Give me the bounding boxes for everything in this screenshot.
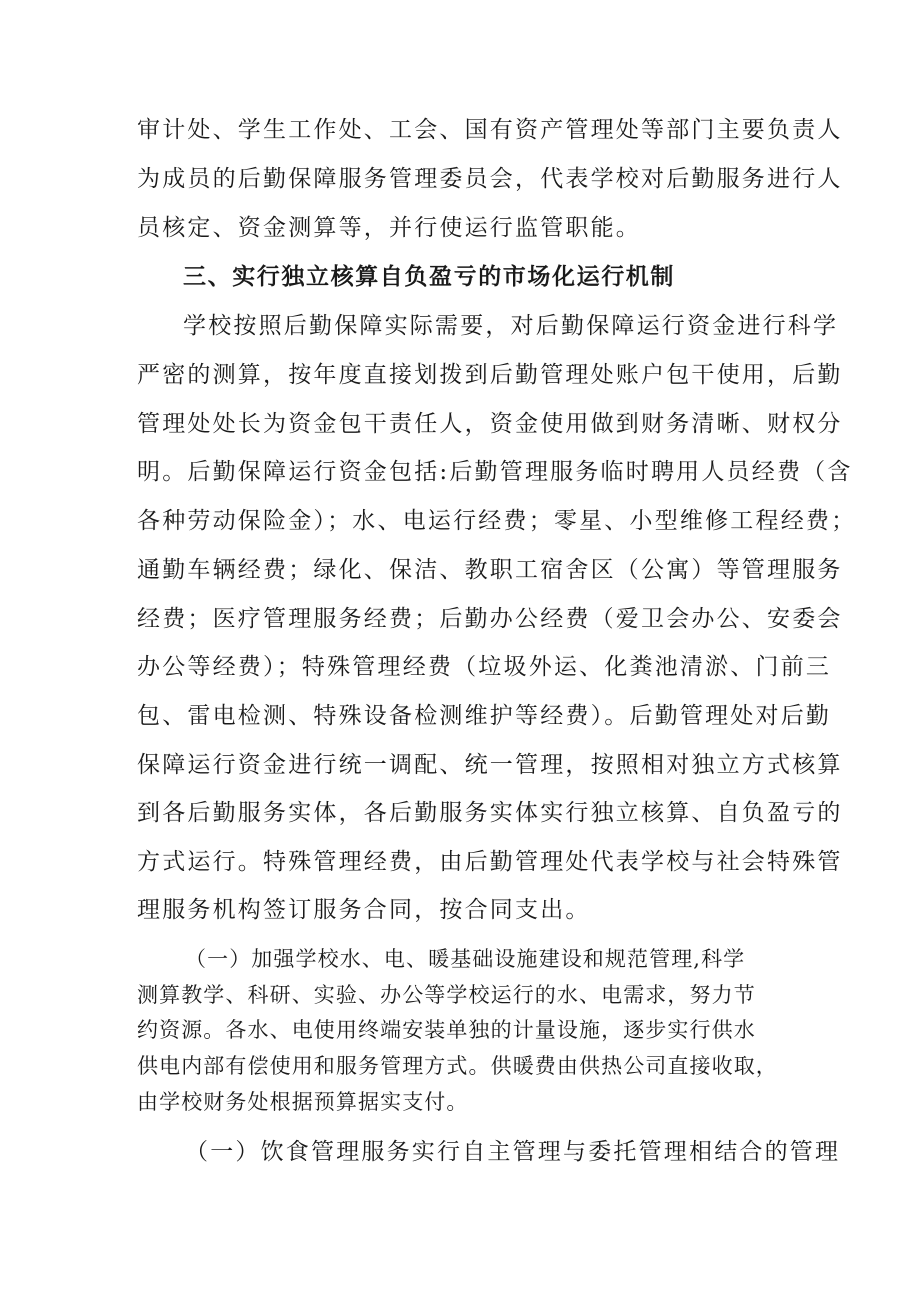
paragraph-line: 办公等经费）；特殊管理经费（垃圾外运、化粪池清淤、门前三 (137, 654, 832, 680)
paragraph-line: 由学校财务处根据预算据实支付。 (137, 1090, 469, 1114)
paragraph-line: 明。后勤保障运行资金包括:后勤管理服务临时聘用人员经费（含 (137, 459, 853, 485)
paragraph-line: 各种劳动保险金）；水、电运行经费；零星、小型维修工程经费； (137, 508, 857, 534)
paragraph-line: 方式运行。特殊管理经费，由后勤管理处代表学校与社会特殊管 (137, 849, 843, 875)
paragraph-line: 员核定、资金测算等，并行使运行监管职能。 (137, 215, 641, 241)
paragraph-line: 到各后勤服务实体，各后勤服务实体实行独立核算、自负盈亏的 (137, 800, 843, 826)
section-heading: 三、实行独立核算自负盈亏的市场化运行机制 (183, 264, 675, 290)
paragraph-line: （一）加强学校水、电、暖基础设施建设和规范管理,科学 (185, 947, 746, 971)
paragraph-line: 管理处处长为资金包干责任人，资金使用做到财务清晰、财权分 (137, 411, 843, 437)
paragraph-line: 约资源。各水、电使用终端安装单独的计量设施，逐步实行供水 (137, 1018, 756, 1042)
paragraph-line: 经费；医疗管理服务经费；后勤办公经费（爱卫会办公、安委会 (137, 606, 843, 632)
paragraph-line: 严密的测算，按年度直接划拨到后勤管理处账户包干使用，后勤 (137, 362, 843, 388)
paragraph-line: 为成员的后勤保障服务管理委员会，代表学校对后勤服务进行人 (137, 166, 843, 192)
paragraph-line: （一）饮食管理服务实行自主管理与委托管理相结合的管理 (185, 1139, 841, 1165)
paragraph-line: 审计处、学生工作处、工会、国有资产管理处等部门主要负责人 (137, 117, 843, 143)
paragraph-line: 理服务机构签订服务合同，按合同支出。 (137, 897, 591, 923)
paragraph-line: 包、雷电检测、特殊设备检测维护等经费）。后勤管理处对后勤 (137, 703, 832, 729)
paragraph-line: 保障运行资金进行统一调配、统一管理，按照相对独立方式核算 (137, 752, 843, 778)
paragraph-line: 通勤车辆经费；绿化、保洁、教职工宿舍区（公寓）等管理服务 (137, 557, 843, 583)
paragraph-line: 学校按照后勤保障实际需要，对后勤保障运行资金进行科学 (183, 313, 839, 339)
paragraph-line: 测算教学、科研、实验、办公等学校运行的水、电需求，努力节 (137, 983, 756, 1007)
paragraph-line: 供电内部有偿使用和服务管理方式。供暖费由供热公司直接收取， (137, 1054, 778, 1078)
